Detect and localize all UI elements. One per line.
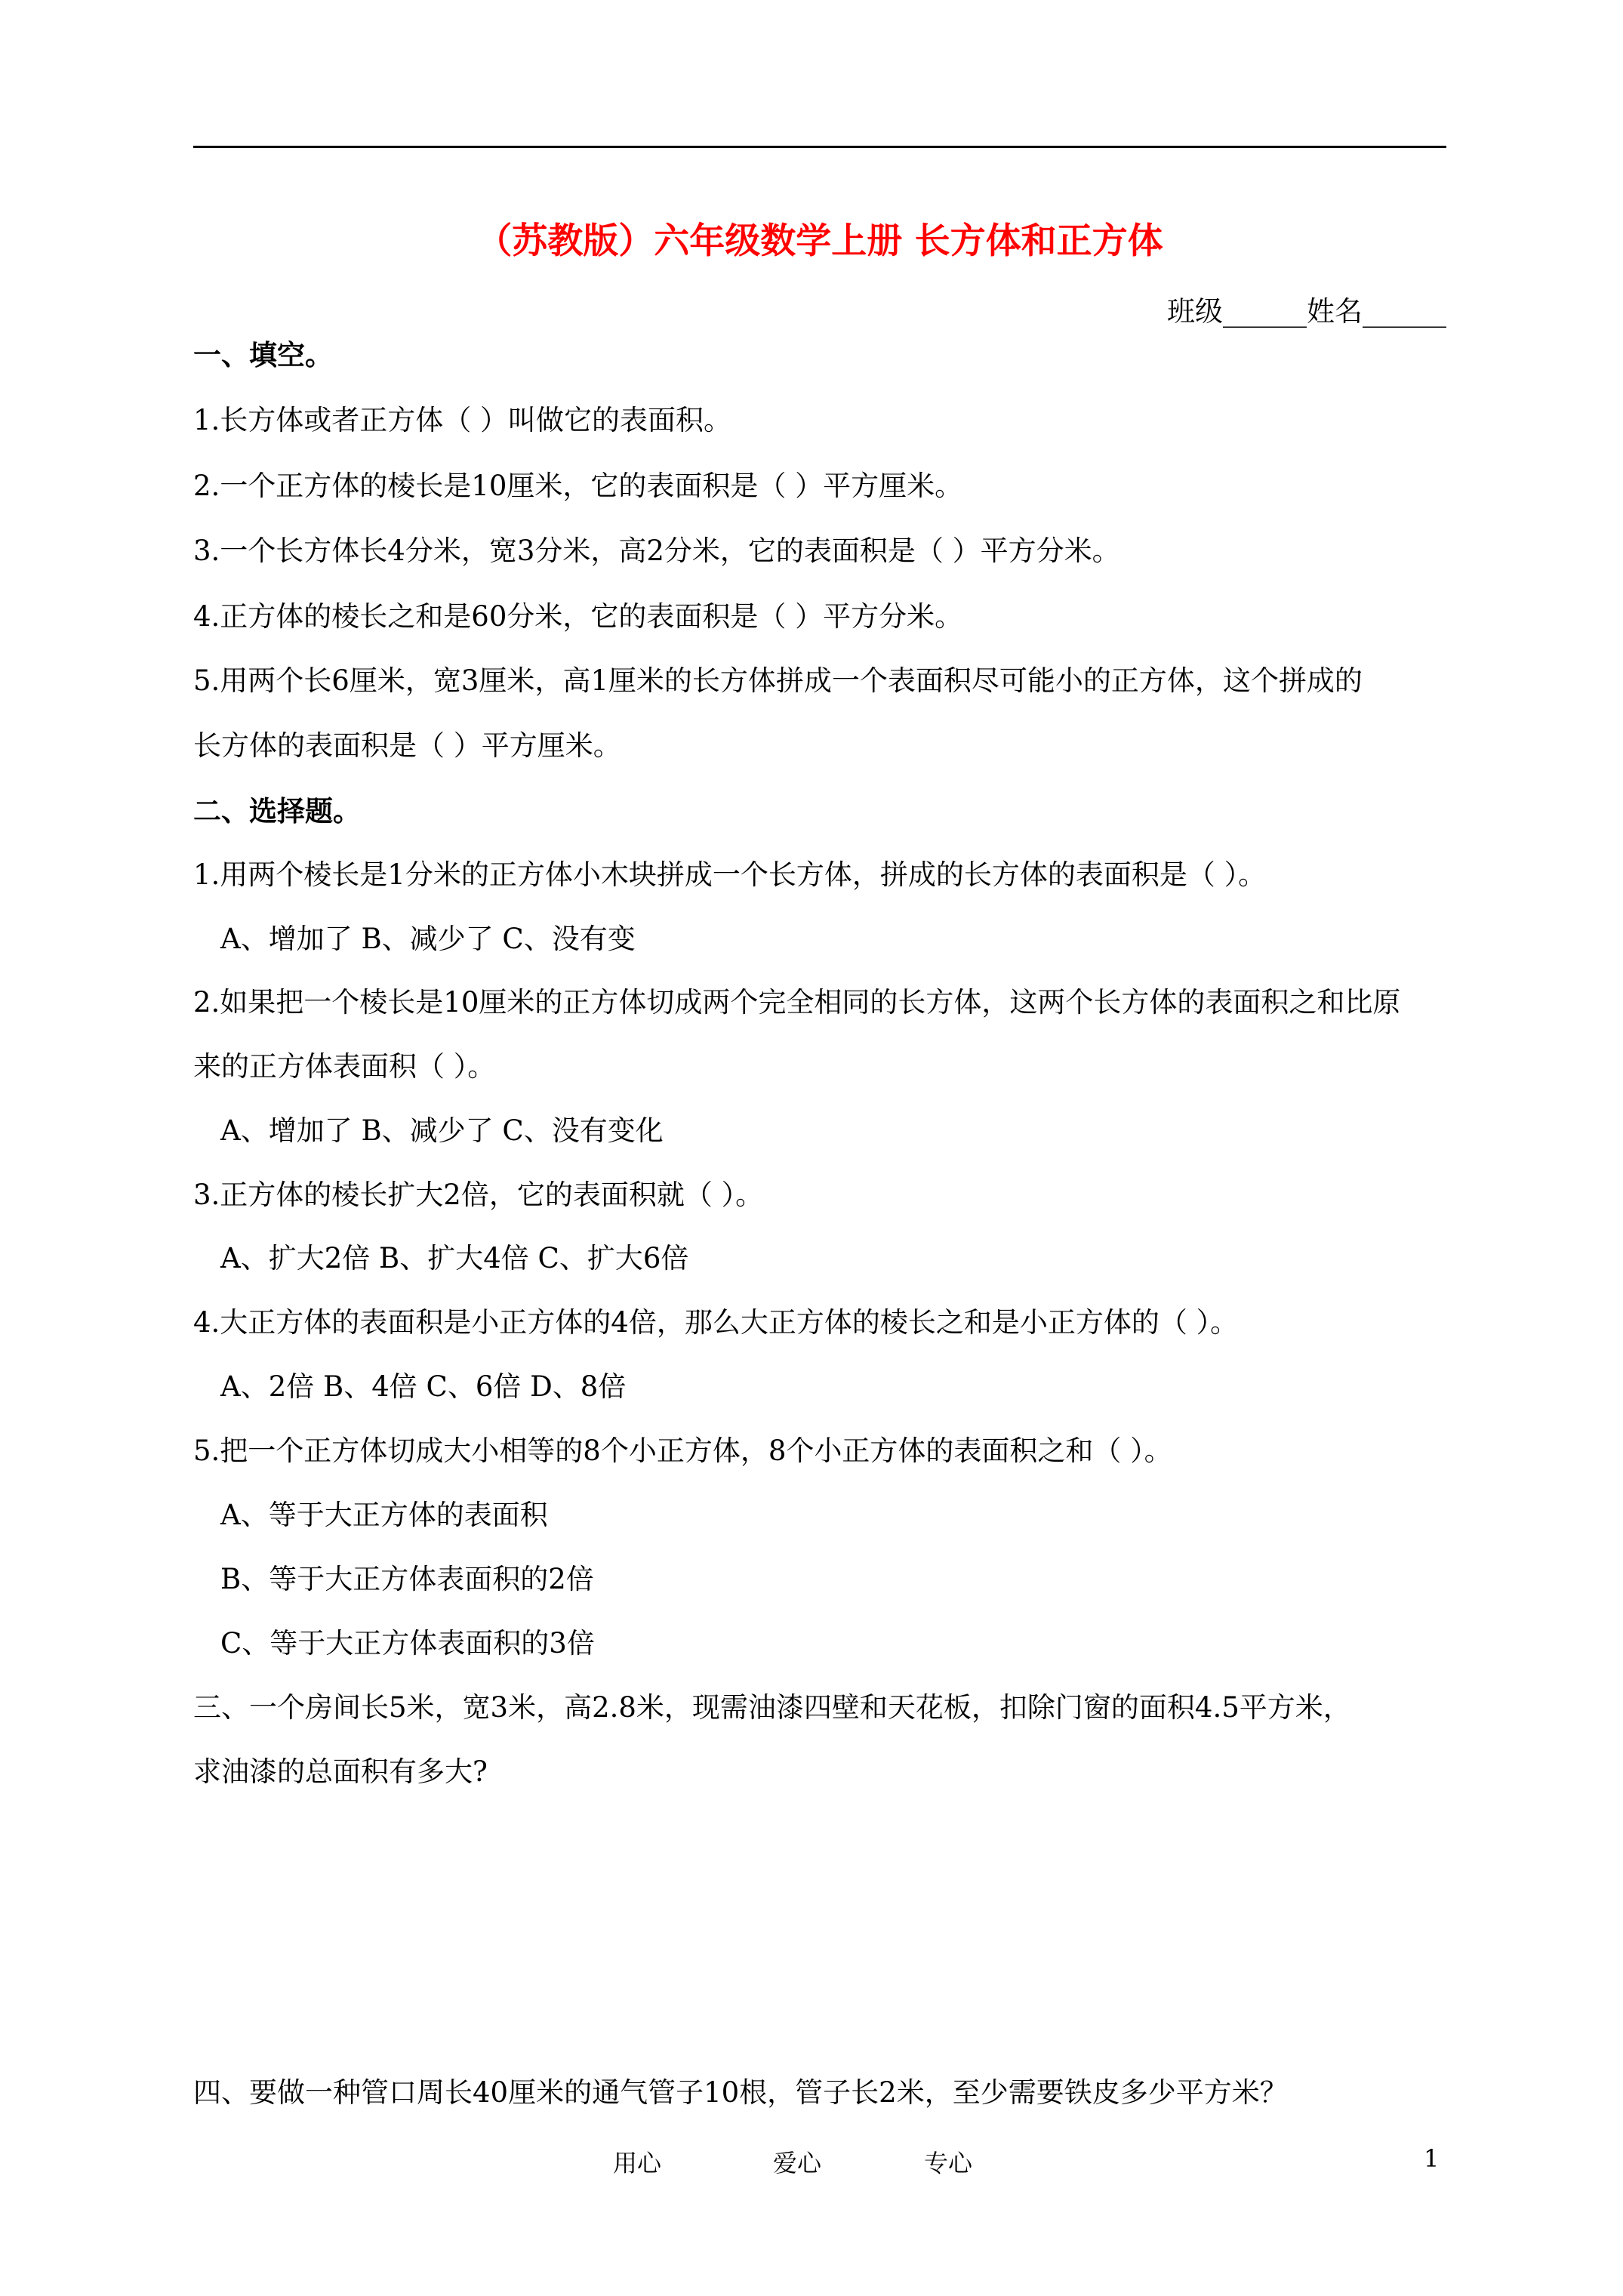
page-title: （苏教版）六年级数学上册 长方体和正方体 bbox=[476, 220, 1163, 262]
s2-question-5-option-b: B、等于大正方体表面积的2倍 bbox=[220, 1563, 594, 1595]
s2-question-3: 3.正方体的棱长扩大2倍，它的表面积就（ ）。 bbox=[193, 1179, 764, 1211]
s1-question-3: 3.一个长方体长4分米，宽3分米，高2分米，它的表面积是（ ）平方分米。 bbox=[193, 535, 1120, 567]
s1-question-2: 2.一个正方体的棱长是10厘米，它的表面积是（ ）平方厘米。 bbox=[193, 470, 963, 502]
page-number: 1 bbox=[1424, 2144, 1440, 2173]
s2-question-5-option-c: C、等于大正方体表面积的3倍 bbox=[220, 1627, 595, 1660]
s4-problem-line-1: 四、要做一种管口周长40厘米的通气管子10根，管子长2米，至少需要铁皮多少平方米？ bbox=[193, 2076, 1288, 2109]
s2-question-1-options: A、增加了 B、减少了 C、没有变 bbox=[220, 923, 636, 955]
s1-question-5-line-2: 长方体的表面积是（ ）平方厘米。 bbox=[193, 729, 621, 762]
s1-question-1: 1.长方体或者正方体（ ）叫做它的表面积。 bbox=[193, 404, 732, 436]
section-2-heading: 二、选择题。 bbox=[193, 794, 361, 827]
class-name-blanks: 班级______姓名______ bbox=[1167, 295, 1446, 328]
s2-question-4: 4.大正方体的表面积是小正方体的4倍，那么大正方体的棱长之和是小正方体的（ ）。 bbox=[193, 1306, 1239, 1339]
s2-question-5: 5.把一个正方体切成大小相等的8个小正方体，8个小正方体的表面积之和（ ）。 bbox=[193, 1435, 1172, 1467]
footer-word-1: 用心 bbox=[613, 2149, 662, 2177]
s3-problem-line-1: 三、一个房间长5米，宽3米，高2.8米，现需油漆四壁和天花板，扣除门窗的面积4.5平方米， bbox=[193, 1691, 1351, 1724]
s1-question-4: 4.正方体的棱长之和是60分米，它的表面积是（ ）平方分米。 bbox=[193, 600, 963, 633]
s1-question-5-line-1: 5.用两个长6厘米，宽3厘米，高1厘米的长方体拼成一个表面积尽可能小的正方体，这个拼成的 bbox=[193, 664, 1363, 697]
s3-problem-line-2: 求油漆的总面积有多大? bbox=[193, 1755, 488, 1788]
s2-question-2-line-2: 来的正方体表面积（ ）。 bbox=[193, 1050, 496, 1083]
s2-question-5-option-a: A、等于大正方体的表面积 bbox=[220, 1499, 548, 1531]
footer-word-2: 爱心 bbox=[773, 2149, 822, 2177]
header-rule bbox=[193, 146, 1446, 148]
section-1-heading: 一、填空。 bbox=[193, 338, 333, 371]
s2-question-3-options: A、扩大2倍 B、扩大4倍 C、扩大6倍 bbox=[220, 1242, 689, 1274]
s2-question-2-line-1: 2.如果把一个棱长是10厘米的正方体切成两个完全相同的长方体，这两个长方体的表面积之和比原 bbox=[193, 986, 1401, 1019]
s2-question-4-options: A、2倍 B、4倍 C、6倍 D、8倍 bbox=[220, 1370, 627, 1403]
footer-word-3: 专心 bbox=[924, 2149, 973, 2177]
s2-question-2-options: A、增加了 B、减少了 C、没有变化 bbox=[220, 1114, 664, 1147]
s2-question-1: 1.用两个棱长是1分米的正方体小木块拼成一个长方体，拼成的长方体的表面积是（ ）。 bbox=[193, 858, 1267, 891]
